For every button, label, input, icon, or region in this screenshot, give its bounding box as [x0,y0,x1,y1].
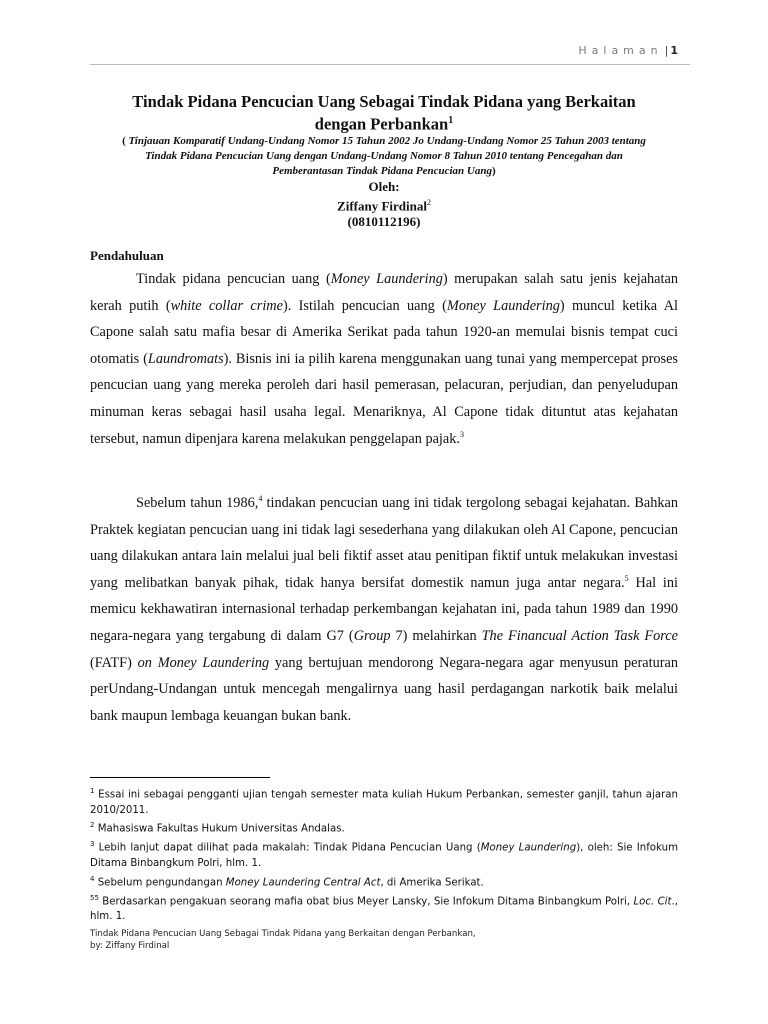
paragraph-1 [90,266,678,452]
footnote-5 [90,891,678,925]
footnote-separator [90,777,270,778]
subtitle-line-2: Tindak Pidana Pencucian Uang dengan Undang-Undang Nomor 8 Tahun 2010 tentang Pencegahan dan [145,149,623,162]
p1-italic-3: Money Laundering [446,297,560,314]
footnote-1 [90,784,678,818]
footnote-5-number: 55 [90,893,99,902]
footnote-2 [90,818,678,837]
p1-text-1: Tindak pidana pencucian uang ( [136,271,331,287]
title-line-1: Tindak Pidana Pencucian Uang Sebagai Tindak Pidana yang Berkaitan [132,92,636,111]
paragraph-2 [90,490,678,729]
page-header [578,44,678,57]
footer-line-1: Tindak Pidana Pencucian Uang Sebagai Tindak Pidana yang Berkaitan dengan Perbankan, [90,929,476,939]
footnote-5-text-2: ., hlm. 1. [90,895,678,923]
footnote-4-italic: Money Laundering Central Act [225,877,381,889]
footnote-ref-3: 3 [459,429,464,439]
p1-italic-2: white collar crime [170,297,283,314]
footnote-ref-4: 4 [258,494,263,504]
subtitle-open-paren: ( [122,134,126,147]
title-block [90,92,678,230]
footnote-5-italic: Loc. Cit [633,895,672,907]
document-subtitle [90,134,678,179]
footnote-4-text-1: Sebelum pengundangan [94,877,226,889]
author-name [90,195,678,214]
subtitle-line-1-text: Tinjauan Komparatif Undang-Undang Nomor 15 Tahun 2002 Jo Undang-Undang Nomor 25 Tahun 2003 tentang [128,134,646,147]
p1-text-3: ). Istilah pencucian uang ( [282,297,447,314]
page-separator: | [664,44,669,57]
subtitle-line-3-text: Pemberantasan Tindak Pidana Pencucian Uang [272,164,492,177]
subtitle-line-3 [90,164,678,179]
author-id: (0810112196) [347,213,421,229]
footnote-1-text: Essai ini sebagai pengganti ujian tengah semester mata kuliah Hukum Perbankan, semester ganjil, tahun ajaran 2010/2011. [90,789,678,816]
p1-text-4: ) muncul ketika Al Capone salah satu mafia besar di Amerika Serikat pada tahun 1920-an memulai bisnis tempat cuci otomatis ( [90,297,679,367]
author-name-text: Ziffany Firdinal [337,197,427,213]
footnote-5-text-1: Berdasarkan pengakuan seorang mafia obat bius Meyer Lansky, Sie Infokum Ditama Binbangkum Polri, [98,895,634,907]
footnote-ref-1: 1 [448,115,454,126]
page-footer [90,928,678,952]
page-number: 1 [670,44,678,57]
p1-italic-4: Laundromats [147,350,224,367]
footer-line-2: by: Ziffany Firdinal [90,941,170,951]
footnote-2-text: Mahasiswa Fakultas Hukum Universitas Andalas. [94,823,345,835]
p2-text-4: 7) melahirkan [390,627,482,644]
footnotes [90,784,678,925]
title-line-2 [90,111,678,134]
footnote-4-number: 4 [90,874,95,883]
footnote-2-number: 2 [90,821,95,830]
author-block [90,179,678,230]
subtitle-line-1 [90,134,678,149]
p2-text-2: tindakan pencucian uang ini tidak tergolong sebagai kejahatan. Bahkan Praktek kegiatan pencucian uang ini tidak lagi sesederhana yang dilakukan oleh Al Capone, pencucian uang dilakukan antara lain melalui jual beli fiktif asset atau penitipan fiktif untuk melakukan investasi yang melibatkan banyak pihak, tidak hanya bersifat domestik namun juga antar negara. [90,495,678,591]
p2-text-1: Sebelum tahun 1986, [136,495,259,511]
p2-text-3: Hal ini memicu kekhawatiran internasional terhadap perkembangan kejahatan ini, pada tahun 1989 dan 1990 negara-negara yang tergabung di dalam G7 ( [90,574,678,644]
p2-italic-1: Group [353,627,391,644]
subtitle-close-paren: ) [491,164,496,177]
page-label: Halaman [578,44,663,57]
p2-italic-2: The Financual Action Task Force [481,627,678,644]
footnote-3-text-1: Lebih lanjut dapat dilihat pada makalah: Tindak Pidana Pencucian Uang ( [94,842,481,854]
footnote-4 [90,872,678,891]
author-by-label: Oleh: [368,178,400,194]
p1-italic-1: Money Laundering [330,271,443,287]
title-line-2-text: dengan Perbankan [314,114,449,134]
p2-text-6: yang bertujuan mendorong Negara-negara agar menyusun peraturan perUndang-Undangan untuk mencegah mengalirnya uang hasil perdagangan narkotik baik melalui bank maupun lembaga keuangan bukan bank. [90,654,678,724]
footnote-3 [90,837,678,871]
p1-text-2: ) merupakan salah satu jenis kejahatan kerah putih ( [90,271,678,314]
p2-text-5: (FATF) [90,654,138,671]
footnote-3-italic: Money Laundering [480,842,577,854]
footnote-3-text-2: ), oleh: Sie Infokum Ditama Binbangkum Polri, hlm. 1. [90,842,678,870]
footnote-3-number: 3 [90,840,95,849]
section-heading: Pendahuluan [90,248,164,263]
footnote-1-number: 1 [90,787,95,795]
p2-italic-3: on Money Laundering [137,654,270,671]
header-rule [90,64,690,65]
document-title [90,92,678,134]
footnote-ref-5: 5 [624,574,629,584]
footnote-ref-2: 2 [426,197,431,207]
footnote-4-text-2: , di Amerika Serikat. [380,877,484,889]
p1-text-5: ). Bisnis ini ia pilih karena menggunakan uang tunai yang mempercepat proses pencucian uang yang mereka peroleh dari hasil pemerasan, pelacuran, perjudian, dan penyeludupan minuman keras sebagai hasil usaha legal. Menariknya, Al Capone tidak dituntut atas kejahatan tersebut, namun dipenjara karena melakukan penggelapan pajak. [90,350,678,447]
